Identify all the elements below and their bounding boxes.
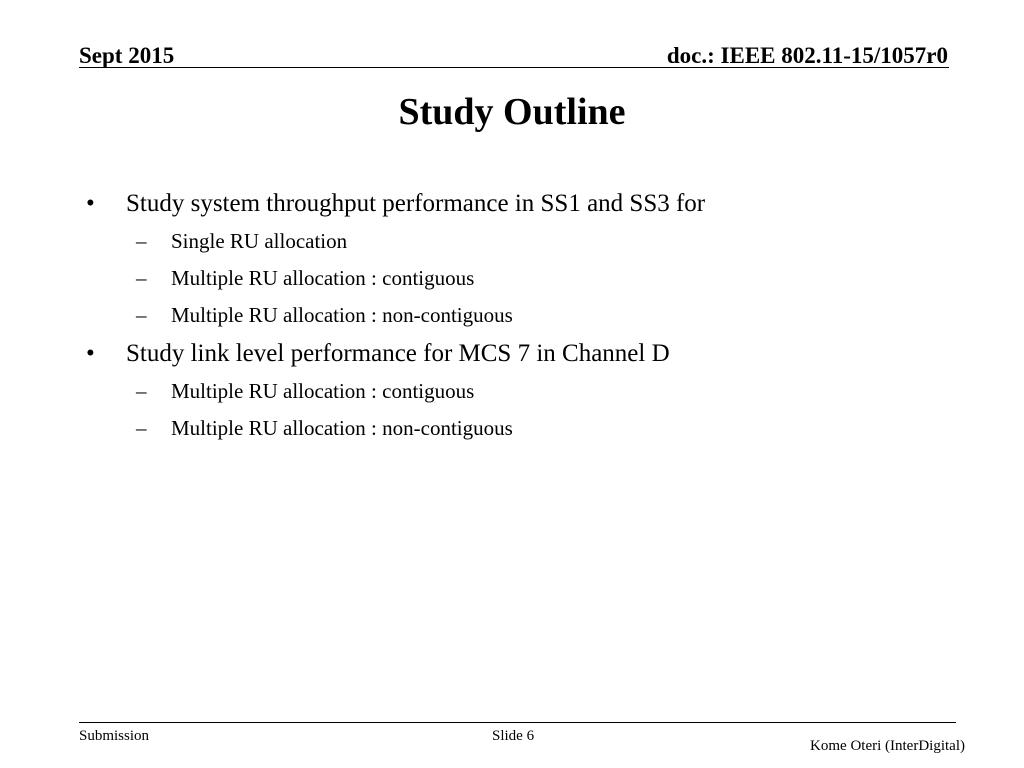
dash-icon: – (136, 303, 147, 327)
bullet-item (86, 336, 966, 372)
bullet-text: Study link level performance for MCS 7 in Channel D (126, 340, 670, 367)
header-divider (79, 67, 949, 68)
header-date: Sept 2015 (79, 43, 175, 68)
bullet-icon: • (86, 190, 95, 217)
footer-submission: Submission (79, 728, 150, 744)
slide-body (86, 186, 966, 447)
dash-icon: – (136, 229, 147, 253)
sub-bullet-item (86, 373, 966, 410)
sub-bullet-text: Multiple RU allocation : contiguous (171, 379, 475, 403)
footer-author: Kome Oteri (InterDigital) (810, 738, 965, 754)
sub-bullet-item (86, 410, 966, 447)
sub-bullet-text: Multiple RU allocation : non-contiguous (171, 303, 513, 327)
footer-divider (79, 722, 956, 723)
footer-slide-number: Slide 6 (492, 728, 535, 744)
bullet-icon: • (86, 340, 95, 367)
dash-icon: – (136, 379, 147, 403)
sub-bullet-text: Single RU allocation (171, 229, 348, 253)
slide-title: Study Outline (398, 91, 626, 133)
header-doc-id: doc.: IEEE 802.11-15/1057r0 (666, 43, 948, 68)
sub-bullet-item (86, 260, 966, 297)
sub-bullet-text: Multiple RU allocation : contiguous (171, 266, 475, 290)
sub-bullet-item (86, 223, 966, 260)
bullet-text: Study system throughput performance in SS1 and SS3 for (126, 190, 706, 217)
bullet-item (86, 186, 966, 222)
sub-bullet-text: Multiple RU allocation : non-contiguous (171, 416, 513, 440)
dash-icon: – (136, 266, 147, 290)
sub-bullet-item (86, 297, 966, 334)
dash-icon: – (136, 416, 147, 440)
